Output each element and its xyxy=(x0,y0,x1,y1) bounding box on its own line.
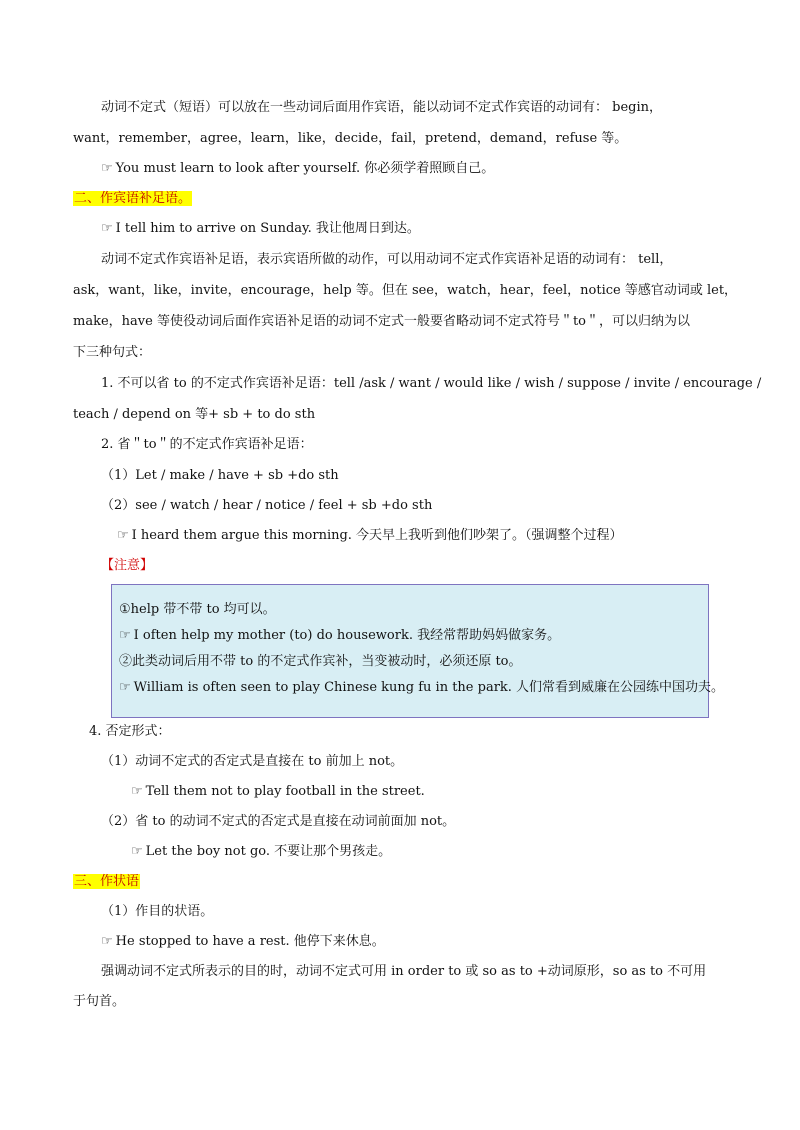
example-sentence xyxy=(101,221,420,237)
note-example xyxy=(119,628,560,644)
paragraph-line: 动词不定式作宾语补足语，表示宾语所做的动作，可以用动词不定式作宾语补足语的动词有： tell， xyxy=(101,252,673,267)
example-text: You must learn to look after yourself. 你必须学着照顾自己。 xyxy=(115,161,495,176)
paragraph-line: want，remember，agree，learn，like，decide，fail，pretend，demand，refuse 等。 xyxy=(73,131,628,146)
note-box xyxy=(111,584,725,718)
note-line: ②此类动词后用不带 to 的不定式作宾补，当变被动时，必须还原 to。 xyxy=(119,654,522,669)
note-line: ①help 带不带 to 均可以。 xyxy=(119,602,276,617)
pointing-hand-icon: ☞ xyxy=(119,628,131,643)
example-sentence xyxy=(117,528,623,544)
highlighted-heading: 二、作宾语补足语。 xyxy=(74,191,192,206)
example-text: I tell him to arrive on Sunday. 我让他周日到达。 xyxy=(115,221,420,236)
paragraph-line: 动词不定式（短语）可以放在一些动词后面用作宾语，能以动词不定式作宾语的动词有： begin， xyxy=(101,100,663,115)
list-item-2: 2. 省＂to＂的不定式作宾语补足语： xyxy=(101,437,313,452)
list-item-4: 4. 否定形式： xyxy=(89,724,171,739)
paragraph-line: 强调动词不定式所表示的目的时，动词不定式可用 in order to 或 so as to +动词原形，so as to 不可用 xyxy=(101,964,707,979)
pointing-hand-icon: ☞ xyxy=(117,528,129,543)
list-item-1: 1. 不可以省 to 的不定式作宾语补足语：tell /ask / want / would like / wish / suppose / invite / encourage / xyxy=(101,376,762,391)
pointing-hand-icon: ☞ xyxy=(119,680,131,695)
section-heading-3 xyxy=(73,874,140,890)
example-text: Let the boy not go. 不要让那个男孩走。 xyxy=(145,844,392,859)
example-text: William is often seen to play Chinese kung fu in the park. 人们常看到威廉在公园练中国功夫。 xyxy=(133,680,725,695)
example-sentence xyxy=(101,934,385,950)
paragraph-line: make，have 等使役动词后面作宾语补足语的动词不定式一般要省略动词不定式符号＂to＂，可以归纳为以 xyxy=(73,314,690,329)
example-text: Tell them not to play football in the street. xyxy=(145,784,425,799)
note-example xyxy=(119,680,724,696)
example-text: He stopped to have a rest. 他停下来休息。 xyxy=(115,934,385,949)
list-subitem: （1）作目的状语。 xyxy=(101,904,214,919)
example-text: I often help my mother (to) do housework. 我经常帮助妈妈做家务。 xyxy=(133,628,561,643)
list-subitem: （1）Let / make / have + sb +do sth xyxy=(101,468,339,483)
pointing-hand-icon: ☞ xyxy=(101,221,113,236)
example-sentence xyxy=(131,784,425,800)
pointing-hand-icon: ☞ xyxy=(101,934,113,949)
list-subitem: （2）see / watch / hear / notice / feel + sb +do sth xyxy=(101,498,433,513)
pointing-hand-icon: ☞ xyxy=(101,161,113,176)
example-sentence xyxy=(131,844,391,860)
paragraph-line: ask，want，like，invite，encourage，help 等。但在 see，watch，hear，feel，notice 等感官动词或 let， xyxy=(73,283,738,298)
list-item-1-cont: teach / depend on 等+ sb + to do sth xyxy=(73,407,316,422)
paragraph-line: 于句首。 xyxy=(73,994,126,1009)
note-label: 【注意】 xyxy=(101,558,154,573)
pointing-hand-icon: ☞ xyxy=(131,784,143,799)
pointing-hand-icon: ☞ xyxy=(131,844,143,859)
highlighted-heading: 三、作状语 xyxy=(74,874,140,889)
list-subitem: （2）省 to 的动词不定式的否定式是直接在动词前面加 not。 xyxy=(101,814,456,829)
paragraph-line: 下三种句式： xyxy=(73,345,152,360)
list-subitem: （1）动词不定式的否定式是直接在 to 前加上 not。 xyxy=(101,754,404,769)
section-heading-2 xyxy=(73,191,192,207)
example-sentence xyxy=(101,161,494,177)
example-text: I heard them argue this morning. 今天早上我听到他们吵架了。（强调整个过程） xyxy=(131,528,623,543)
